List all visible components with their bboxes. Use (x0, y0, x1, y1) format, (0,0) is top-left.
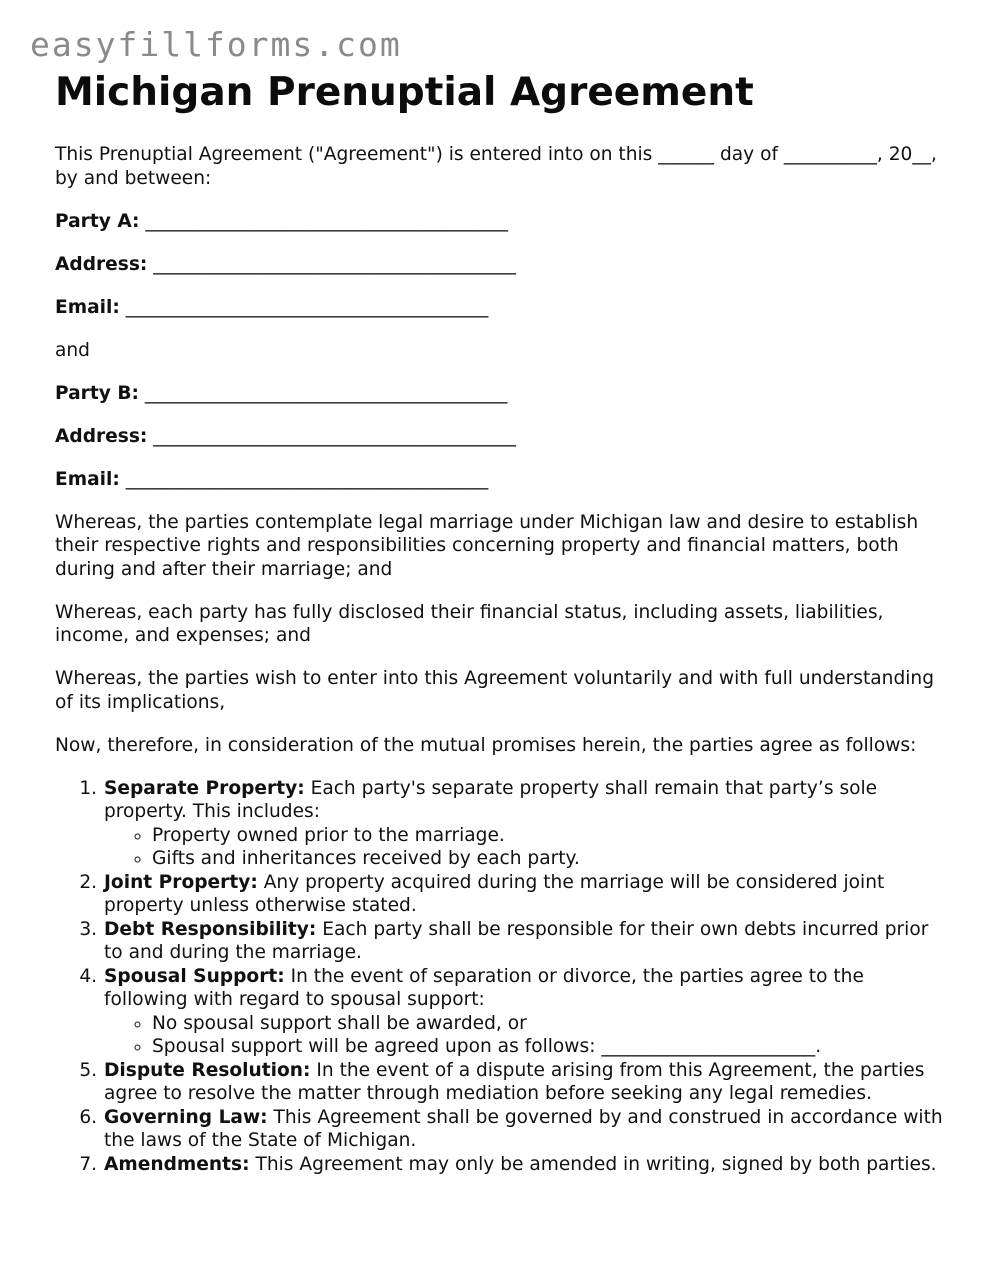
term-spousal-support (103, 965, 945, 1059)
term-heading: Debt Responsibility: (104, 918, 317, 940)
party-a-address-line (55, 253, 945, 277)
party-a-name-label: Party A: (55, 210, 140, 232)
party-a-address-label: Address: (55, 253, 148, 275)
whereas-paragraph-3: Whereas, the parties wish to enter into this Agreement voluntarily and with full understanding of its implications, (55, 668, 935, 713)
terms-list (55, 777, 945, 1177)
whereas-paragraph-1: Whereas, the parties contemplate legal marriage under Michigan law and desire to establish their respective rights and responsibilities concerning property and financial matters, both during and after their marriage; and (55, 511, 919, 580)
sub-item: ◦ Spousal support will be agreed upon as follows: _______________________. (152, 1035, 945, 1059)
term-heading: Separate Property: (104, 777, 305, 799)
term-text: In the event of separation or divorce, the parties agree to the following with regard to spousal support: (104, 965, 864, 1010)
term-heading: Amendments: (104, 1153, 250, 1175)
watermark: easyfillforms.com (30, 25, 402, 64)
term-heading: Spousal Support: (104, 965, 285, 987)
now-therefore-paragraph: Now, therefore, in consideration of the mutual promises herein, the parties agree as follows: (55, 734, 917, 756)
term-text: Each party shall be responsible for their own debts incurred prior to and during the marriage. (104, 918, 929, 963)
term-joint-property (103, 871, 945, 918)
term-text: This Agreement may only be amended in writing, signed by both parties. (249, 1153, 937, 1175)
term-heading: Joint Property: (104, 871, 258, 893)
page-title: Michigan Prenuptial Agreement (55, 70, 754, 115)
sub-item: ◦ Gifts and inheritances received by each party. (152, 847, 945, 871)
whereas-paragraph-2: Whereas, each party has fully disclosed their financial status, including assets, liabilities, income, and expenses; and (55, 601, 884, 646)
term-dispute-resolution (103, 1059, 945, 1106)
party-a-email-label: Email: (55, 296, 120, 318)
term-text: Each party's separate property shall remain that party’s sole property. This includes: (104, 777, 878, 822)
party-b-name-blank[interactable]: _______________________________________ (144, 382, 508, 404)
party-b-email-blank[interactable]: _______________________________________ (125, 468, 489, 490)
party-b-address-blank[interactable]: _______________________________________ (153, 425, 516, 447)
party-a-name-line (55, 210, 945, 234)
intro-paragraph: This Prenuptial Agreement ("Agreement") is entered into on this ______ day of __________, 20__, by and between: (55, 144, 937, 189)
party-b-name-line (55, 382, 945, 406)
party-a-address-blank[interactable]: _______________________________________ (153, 253, 516, 275)
party-b-name-label: Party B: (55, 382, 139, 404)
term-heading: Governing Law: (104, 1106, 268, 1128)
sub-list (104, 1012, 945, 1059)
agreement-body (55, 143, 945, 1176)
term-separate-property (103, 777, 945, 871)
party-a-email-blank[interactable]: _______________________________________ (125, 296, 489, 318)
party-b-email-line (55, 468, 945, 492)
and-text: and (55, 339, 90, 361)
party-a-email-line (55, 296, 945, 320)
party-a-name-blank[interactable]: _______________________________________ (145, 210, 508, 232)
sub-list (104, 824, 945, 871)
term-text: This Agreement shall be governed by and construed in accordance with the laws of the State of Michigan. (104, 1106, 943, 1151)
party-b-address-label: Address: (55, 425, 148, 447)
term-governing-law (103, 1106, 945, 1153)
party-b-email-label: Email: (55, 468, 120, 490)
party-b-address-line (55, 425, 945, 449)
term-text: In the event of a dispute arising from this Agreement, the parties agree to resolve the matter through mediation before seeking any legal remedies. (104, 1059, 925, 1104)
term-amendments (103, 1153, 945, 1177)
sub-item: ◦ No spousal support shall be awarded, or (152, 1012, 945, 1036)
term-heading: Dispute Resolution: (104, 1059, 311, 1081)
term-debt-responsibility (103, 918, 945, 965)
sub-item: ◦ Property owned prior to the marriage. (152, 824, 945, 848)
term-text: Any property acquired during the marriage will be considered joint property unless otherwise stated. (104, 871, 885, 916)
